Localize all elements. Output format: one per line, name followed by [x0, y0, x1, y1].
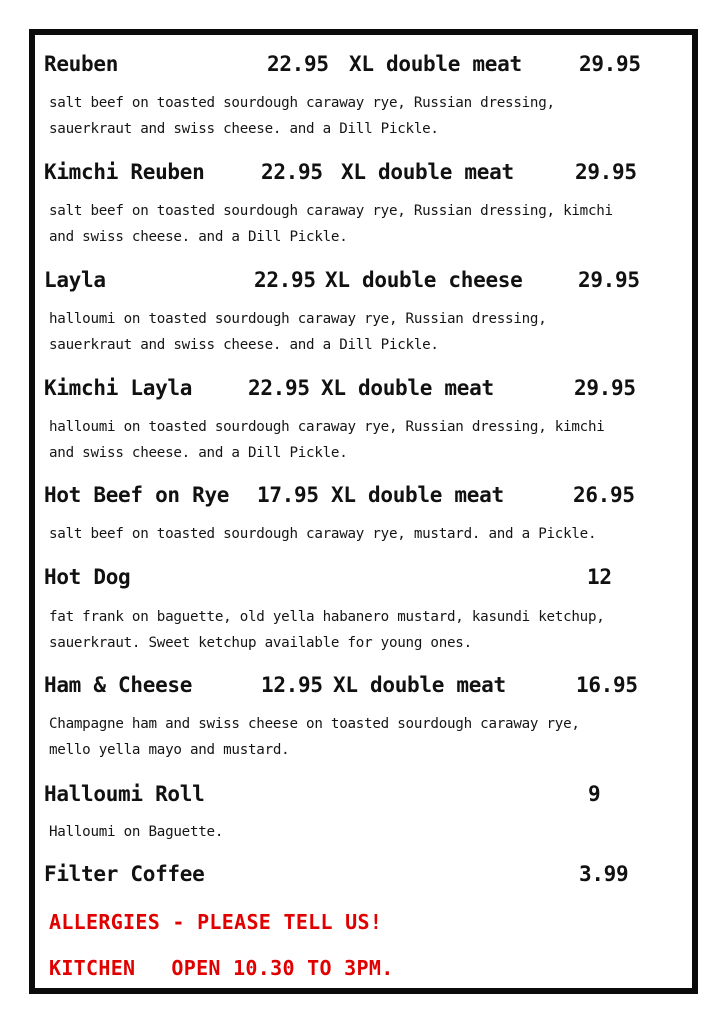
- menu-item-ham-and-cheese: [35, 669, 692, 701]
- item-xl-price: 29.95: [574, 376, 636, 400]
- item-description: salt beef on toasted sourdough caraway rye, mustard. and a Pickle.: [49, 526, 597, 542]
- item-xl-price: 16.95: [576, 673, 638, 697]
- item-name: Kimchi Layla: [44, 376, 193, 400]
- menu-item-layla: [35, 264, 692, 296]
- item-price: 9: [588, 782, 601, 806]
- item-name: Halloumi Roll: [44, 782, 205, 806]
- item-price: 22.95: [267, 52, 329, 76]
- menu-item-filter-coffee: [35, 858, 692, 890]
- item-price: 17.95: [257, 483, 319, 507]
- item-xl-price: 29.95: [579, 52, 641, 76]
- item-name: Kimchi Reuben: [44, 160, 205, 184]
- item-price: 22.95: [254, 268, 316, 292]
- allergies-notice: ALLERGIES - PLEASE TELL US!: [49, 910, 383, 934]
- item-description: halloumi on toasted sourdough caraway rye, Russian dressing, sauerkraut and swiss cheese. and a Dill Pickle.: [49, 311, 547, 353]
- item-description: Halloumi on Baguette.: [49, 824, 224, 840]
- kitchen-label: KITCHEN: [49, 956, 136, 980]
- item-price: 22.95: [248, 376, 310, 400]
- item-xl-label: XL double meat: [341, 160, 514, 184]
- item-description: Champagne ham and swiss cheese on toasted sourdough caraway rye, mello yella mayo and mustard.: [49, 716, 580, 758]
- menu-item-halloumi-roll: [35, 778, 692, 810]
- menu-item-kimchi-reuben: [35, 156, 692, 188]
- menu-frame: [29, 29, 698, 994]
- item-name: Layla: [44, 268, 106, 292]
- item-xl-label: XL double meat: [321, 376, 494, 400]
- item-description: fat frank on baguette, old yella habanero mustard, kasundi ketchup, sauerkraut. Sweet ketchup available for young ones.: [49, 609, 605, 651]
- menu-item-kimchi-layla: [35, 372, 692, 404]
- item-description: halloumi on toasted sourdough caraway rye, Russian dressing, kimchi and swiss cheese. and a Dill Pickle.: [49, 419, 605, 461]
- item-xl-label: XL double meat: [331, 483, 504, 507]
- item-price: 3.99: [579, 862, 629, 886]
- kitchen-hours: OPEN 10.30 TO 3PM.: [171, 956, 394, 980]
- item-xl-label: XL double cheese: [325, 268, 523, 292]
- kitchen-hours-notice: [49, 953, 394, 983]
- item-xl-price: 29.95: [575, 160, 637, 184]
- item-name: Ham & Cheese: [44, 673, 193, 697]
- item-name: Hot Beef on Rye: [44, 483, 230, 507]
- item-xl-price: 29.95: [578, 268, 640, 292]
- menu-item-reuben: [35, 48, 692, 80]
- item-xl-label: XL double meat: [349, 52, 522, 76]
- item-description: salt beef on toasted sourdough caraway rye, Russian dressing, sauerkraut and swiss cheese. and a Dill Pickle.: [49, 95, 555, 137]
- item-name: Reuben: [44, 52, 119, 76]
- item-name: Hot Dog: [44, 565, 131, 589]
- menu-item-hot-beef-on-rye: [35, 479, 692, 511]
- item-price: 22.95: [261, 160, 323, 184]
- item-price: 12.95: [261, 673, 323, 697]
- item-xl-price: 26.95: [573, 483, 635, 507]
- item-name: Filter Coffee: [44, 862, 205, 886]
- menu-item-hot-dog: [35, 561, 692, 593]
- item-xl-label: XL double meat: [333, 673, 506, 697]
- item-description: salt beef on toasted sourdough caraway rye, Russian dressing, kimchi and swiss cheese. and a Dill Pickle.: [49, 203, 613, 245]
- item-price: 12: [587, 565, 612, 589]
